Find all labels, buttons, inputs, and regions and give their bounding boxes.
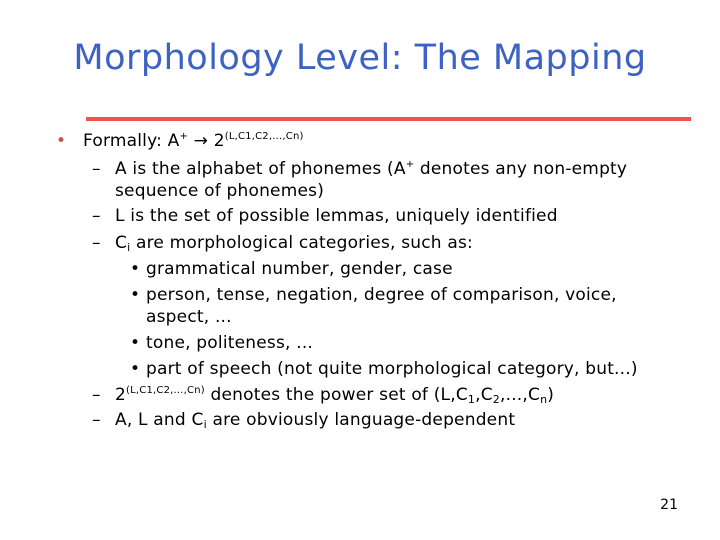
dash-icon: –	[92, 159, 101, 179]
bullet-icon: •	[56, 131, 67, 151]
bullet-icon: •	[130, 285, 141, 305]
alphabet-line: A is the alphabet of phonemes (A+ denotes any non-empty	[115, 159, 628, 179]
formally-line: Formally: $A^+ \to 2^{(L,C1,C2,...,Cn)}$	[83, 131, 304, 151]
category-item-cont: aspect, ...	[146, 307, 232, 327]
dash-icon: –	[92, 385, 101, 405]
dash-icon: –	[92, 410, 101, 430]
lemmas-line: L is the set of possible lemmas, uniquely identified	[115, 206, 558, 226]
category-item: part of speech (not quite morphological category, but...)	[146, 359, 638, 379]
bullet-icon: •	[130, 259, 141, 279]
dash-icon: –	[92, 206, 101, 226]
language-line: A, L and $C_i$ are obviously language-dependent	[115, 410, 516, 431]
title-divider	[86, 117, 691, 121]
bullet-icon: •	[130, 359, 141, 379]
slide-title: Morphology Level: The Mapping	[73, 38, 647, 78]
categories-line: $C_i$ are morphological categories, such as:	[115, 233, 473, 254]
category-item: tone, politeness, ...	[146, 333, 314, 353]
category-item: person, tense, negation, degree of comparison, voice,	[146, 285, 617, 305]
alphabet-line-cont: sequence of phonemes)	[115, 181, 325, 201]
page-number: 21	[660, 497, 678, 513]
category-item: grammatical number, gender, case	[146, 259, 453, 279]
powerset-line: $2^{(L,C1,C2,...,Cn)}$ denotes the power set of $(L,C_1,C_2,...,C_n)$	[115, 385, 555, 406]
dash-icon: –	[92, 233, 101, 253]
bullet-icon: •	[130, 333, 141, 353]
